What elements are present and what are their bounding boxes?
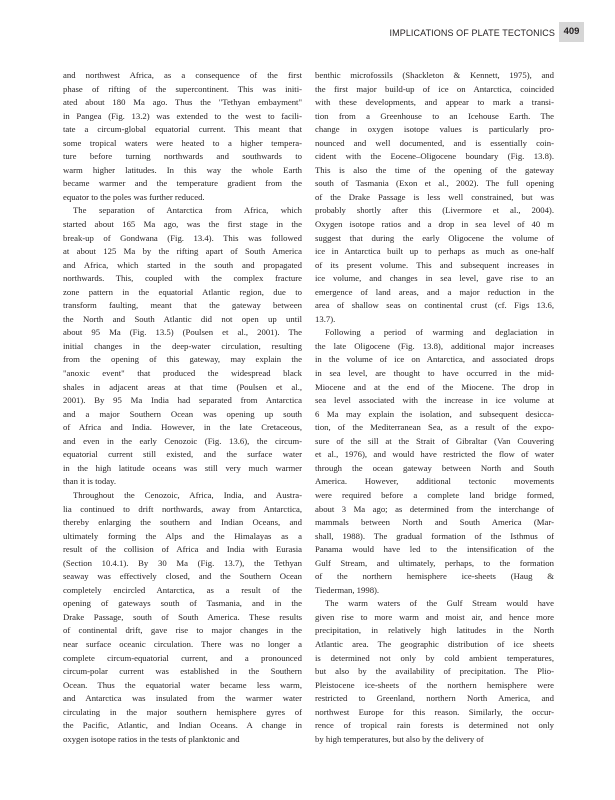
text-line: 2001). By 95 Ma India had separated from Antarctica — [63, 395, 302, 406]
text-line: the North and South Atlantic did not open up until — [63, 313, 302, 324]
paragraph — [315, 69, 554, 326]
text-line: Tiederman, 1998). — [315, 584, 380, 595]
text-line: Following a period of warming and deglaciation in — [325, 327, 554, 338]
text-line: The warm waters of the Gulf Stream would have — [325, 598, 554, 609]
text-line: the Pacific, Atlantic, and Indian Oceans. A change in — [63, 720, 302, 731]
text-line: given rise to more warm and moist air, and hence more — [315, 611, 554, 622]
text-line: shales in adjacent areas at that time (Poulsen et al., — [63, 381, 302, 392]
text-line: by high temperatures, but also by the delivery of — [315, 733, 484, 744]
text-line: completely encircled Antarctica, as a result of the — [63, 584, 302, 595]
left-text-column — [63, 69, 302, 746]
text-line: phase of rifting of the supercontinent. This was initi- — [63, 83, 302, 94]
text-line: Miocene and at the end of the Miocene. The drop in — [315, 381, 554, 392]
text-line: with these developments, and appear to mark a transi- — [315, 97, 554, 108]
text-line: This is also the time of the opening of the gateway — [315, 164, 554, 175]
text-line: and northwest Africa, as a consequence of the first — [63, 70, 302, 80]
text-line: zone pattern in the equatorial Atlantic region, due to — [63, 286, 302, 297]
text-line: Panama would have led to the intensification of the — [315, 544, 554, 555]
text-line: and even in the early Cenozoic (Fig. 13.6), the circum- — [63, 435, 302, 446]
paragraph — [63, 69, 302, 204]
text-line: transform faulting, meant that the gateway between — [63, 300, 302, 311]
text-line: from the opening of this gateway, may explain the — [63, 354, 302, 365]
text-line: "anoxic event" that produced the widespread black — [63, 368, 302, 379]
text-line: opening of gateways south of Tasmania, and in the — [63, 598, 302, 609]
text-line: et al., 1976), and would have restricted the flow of water — [315, 449, 554, 460]
text-line: in the high latitude oceans was still very much warmer — [63, 462, 302, 473]
text-line: oxygen isotope ratios in the tests of planktonic and — [63, 733, 240, 744]
text-line: sea level associated with the increase in ice volume at — [315, 395, 554, 406]
text-line: Pleistocene ice-sheets of the northern hemisphere were — [315, 679, 554, 690]
text-line: rence of tropical rain forests is determined not only — [315, 720, 554, 731]
text-line: of Africa and India. However, in the late Cretaceous, — [63, 422, 302, 433]
text-line: about 95 Ma (Fig. 13.5) (Poulsen et al., 2001). The — [63, 327, 302, 338]
text-line: through the ocean gateway between North and South — [315, 462, 554, 473]
paragraph — [63, 204, 302, 488]
text-line: northwest Europe for this reason. Similarly, the occur- — [315, 706, 554, 717]
text-line: seaway was effectively closed, and the Southern Ocean — [63, 571, 302, 582]
text-line: restricted to Greenland, northern North America, and — [315, 693, 554, 704]
text-line: and a major Southern Ocean was opening up south — [63, 408, 302, 419]
text-line: mammals between North and South America (Mar- — [315, 517, 554, 528]
text-line: of the Drake Passage is less well constrained, but was — [315, 191, 554, 202]
text-line: tion from a Greenhouse to an Icehouse Earth. The — [315, 110, 554, 121]
text-line: The separation of Antarctica from Africa, which — [73, 205, 302, 216]
text-line: in sea level, are thought to have occurred in the mid- — [315, 368, 554, 379]
text-line: circulating in the major southern hemisphere gyres of — [63, 706, 302, 717]
text-line: of its present volume. This and subsequent increases in — [315, 259, 554, 270]
text-line: benthic microfossils (Shackleton & Kennett, 1975), and — [315, 70, 554, 80]
text-line: near surface oceanic circulation. There was no longer a — [63, 638, 302, 649]
text-line: warm higher latitudes. In this way the whole Earth — [63, 164, 302, 175]
page-number: 409 — [559, 22, 584, 42]
text-line: of the northern hemisphere ice-sheets (Haug & — [315, 571, 554, 582]
text-line: shall, 1988). The gradual formation of the Isthmus of — [315, 530, 554, 541]
text-line: initial changes in the deep-water circulation, resulting — [63, 340, 302, 351]
text-line: 6 Ma may explain the isolation, and subsequent desicca- — [315, 408, 554, 419]
text-line: were required before a complete land bridge formed, — [315, 489, 554, 500]
text-line: Gulf Stream, and ultimately, perhaps, to the formation — [315, 557, 554, 568]
text-line: Throughout the Cenozoic, Africa, India, and Austra- — [73, 489, 302, 500]
text-line: nounced and well documented, and is essentially coin- — [315, 137, 554, 148]
text-line: cident with the Eocene–Oligocene boundary (Fig. 13.8). — [315, 151, 554, 162]
text-line: started about 165 Ma ago, was the first stage in the — [63, 219, 302, 230]
text-line: about 3 Ma ago; as determined from the interchange of — [315, 503, 554, 514]
text-line: thereby enlarging the southern and Indian Oceans, and — [63, 517, 302, 528]
text-line: is determined not only by cold ambient temperatures, — [315, 652, 554, 663]
text-line: ice volume, and changes in sea level, gave rise to an — [315, 273, 554, 284]
text-line: of continental drift, gave rise to major changes in the — [63, 625, 302, 636]
text-line: change in oxygen isotope values is particularly pro- — [315, 124, 554, 135]
text-line: in the volume of ice on Antarctica, and associated drops — [315, 354, 554, 365]
right-text-column — [315, 69, 554, 746]
text-line: circum-polar current was established in the Southern — [63, 666, 302, 677]
running-head — [0, 22, 615, 42]
text-line: ated about 180 Ma ago. Thus the "Tethyan embayment" — [63, 97, 302, 108]
text-line: northwards. This, coupled with the complex fracture — [63, 273, 302, 284]
text-line: some tropical waters were heated to a higher tempera- — [63, 137, 302, 148]
text-line: lia continued to drift northwards, away from Antarctica, — [63, 503, 302, 514]
text-line: complete circum-equatorial current, and a pronounced — [63, 652, 302, 663]
text-line: 13.7). — [315, 313, 336, 324]
paragraph — [63, 489, 302, 746]
text-line: and Africa, which started in the south and propagated — [63, 259, 302, 270]
text-line: at about 125 Ma by the rifting apart of South America — [63, 246, 302, 257]
text-line: tion, of the Mediterranean Sea, as a result of the expo- — [315, 422, 554, 433]
text-line: in Pangea (Fig. 13.2) was extended to the west to facili- — [63, 110, 302, 121]
text-line: result of the collision of Africa and India with Eurasia — [63, 544, 302, 555]
text-line: the first major build-up of ice on Antarctica, coincided — [315, 83, 554, 94]
text-line: Drake Passage, south of South America. These results — [63, 611, 302, 622]
text-line: America. However, additional tectonic movements — [315, 476, 554, 487]
text-line: and Antarctica was insulated from the warmer water — [63, 693, 302, 704]
text-line: probably shortly after this (Livermore et al., 2004). — [315, 205, 554, 216]
text-line: Atlantic area. The geographic distribution of ice sheets — [315, 638, 554, 649]
text-line: sure of the sill at the Strait of Gibraltar (Van Couvering — [315, 435, 554, 446]
text-line: Oxygen isotope ratios and a drop in sea level of 40 m — [315, 219, 554, 230]
text-line: south of Tasmania (Exon et al., 2002). The full opening — [315, 178, 554, 189]
text-line: equator to the poles was further reduced. — [63, 191, 205, 202]
text-line: suggest that during the early Oligocene the volume of — [315, 232, 554, 243]
text-line: than it is today. — [63, 476, 117, 487]
text-line: ultimately forming the Alps and the Himalayas as a — [63, 530, 302, 541]
text-line: became warmer and the temperature gradient from the — [63, 178, 302, 189]
text-line: precipitation, in relatively high latitudes in the North — [315, 625, 554, 636]
text-line: ice in Antarctica built up to perhaps as much as one-half — [315, 246, 554, 257]
text-line: break-up of Gondwana (Fig. 13.4). This was followed — [63, 232, 302, 243]
paragraph — [315, 326, 554, 597]
text-line: area of shallow seas on continental crust (cf. Figs 13.6, — [315, 300, 554, 311]
paragraph — [315, 597, 554, 746]
text-line: tate a circum-global equatorial current. This meant that — [63, 124, 302, 135]
text-line: ture before turning northwards and southwards to — [63, 151, 302, 162]
text-line: the late Oligocene (Fig. 13.8), additional major increases — [315, 340, 554, 351]
text-line: equatorial current still existed, and the surface water — [63, 449, 302, 460]
running-title: IMPLICATIONS OF PLATE TECTONICS — [389, 28, 555, 38]
text-line: emergence of land areas, and a major reduction in the — [315, 286, 554, 297]
text-line: (Section 10.4.1). By 30 Ma (Fig. 13.7), the Tethyan — [63, 557, 302, 568]
text-line: Ocean. Thus the equatorial water became less warm, — [63, 679, 302, 690]
text-line: but also by the availability of precipitation. The Plio- — [315, 666, 554, 677]
